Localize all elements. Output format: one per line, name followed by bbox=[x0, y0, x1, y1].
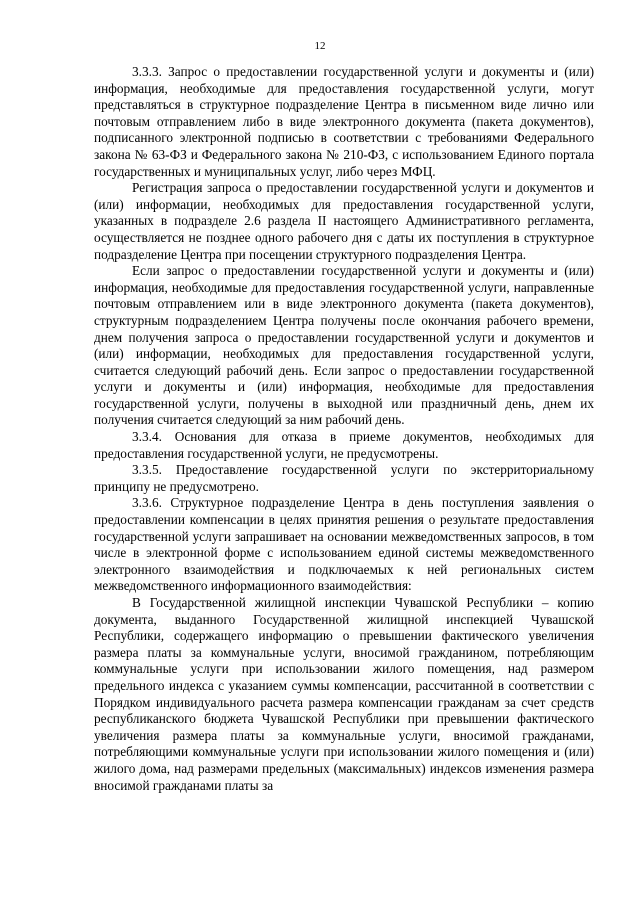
paragraph-3-3-4: 3.3.4. Основания для отказа в приеме документов, необходимых для предоставления государственной услуги, не предусмотрены. bbox=[94, 429, 594, 461]
paragraph-registration: Регистрация запроса о предоставлении государственной услуги и документов и (или) информации, необходимых для предоставления государственной услуги, указанных в подразделе 2.6 раздела II настоящего Административного регламента, осуществляется не позднее одного рабочего дня с даты их поступления в структурное подразделение Центра при посещении структурного подразделения Центра. bbox=[94, 180, 594, 262]
page-number: 12 bbox=[314, 40, 326, 52]
paragraph-housing-inspection: В Государственной жилищной инспекции Чувашской Республики – копию документа, выданного Государственной жилищной инспекцией Чувашской Республики, содержащего информацию о превышении фактического увеличения размера платы за коммунальные услуги, вносимой гражданином, потребляющим коммунальные услуги при использовании жилого помещения, над размером предельного индекса с указанием суммы компенсации, рассчитанной в соответствии с Порядком индивидуального расчета размера компенсации гражданам за счет средств республиканского бюджета Чувашской Республики при превышении фактического увеличения размера платы за коммунальные услуги, вносимой гражданами, потребляющими коммунальные услуги при использовании жилого помещения и (или) жилого дома, над размерами предельных (максимальных) индексов изменения размера вносимой гражданами платы за bbox=[94, 595, 594, 793]
paragraph-3-3-3: 3.3.3. Запрос о предоставлении государственной услуги и документы и (или) информация, необходимые для предоставления государственной услуги, могут представляться в структурное подразделение Центра в письменном виде лично или почтовым отправлением либо в виде электронного документа (пакета документов), подписанного электронной подписью в соответствии с требованиями Федерального закона № 63-ФЗ и Федерального закона № 210-ФЗ, с использованием Единого портала государственных и муниципальных услуг, либо через МФЦ. bbox=[94, 64, 594, 179]
paragraph-after-hours: Если запрос о предоставлении государственной услуги и документы и (или) информация, необходимые для предоставления государственной услуги, направленные почтовым отправлением или в виде электронного документа (пакета документов), структурным подразделением Центра получены после окончания рабочего времени, днем получения запроса о предоставлении государственной услуги и документов и (или) информации, необходимых для предоставления государственной услуги, считается следующий рабочий день. Если запрос о предоставлении государственной услуги и документы и (или) информация, необходимые для предоставления государственной услуги, получены в выходной или праздничный день, днем их получения считается следующий за ним рабочий день. bbox=[94, 263, 594, 428]
paragraph-3-3-5: 3.3.5. Предоставление государственной услуги по экстерриториальному принципу не предусмотрено. bbox=[94, 462, 594, 494]
paragraph-3-3-6: 3.3.6. Структурное подразделение Центра в день поступления заявления о предоставлении компенсации в целях принятия решения о результате предоставления государственной услуги запрашивает на основании межведомственных запросов, в том числе в электронной форме с использованием единой системы межведомственного электронного взаимодействия и подключаемых к ней региональных систем межведомственного информационного взаимодействия: bbox=[94, 495, 594, 594]
document-body bbox=[94, 64, 594, 794]
